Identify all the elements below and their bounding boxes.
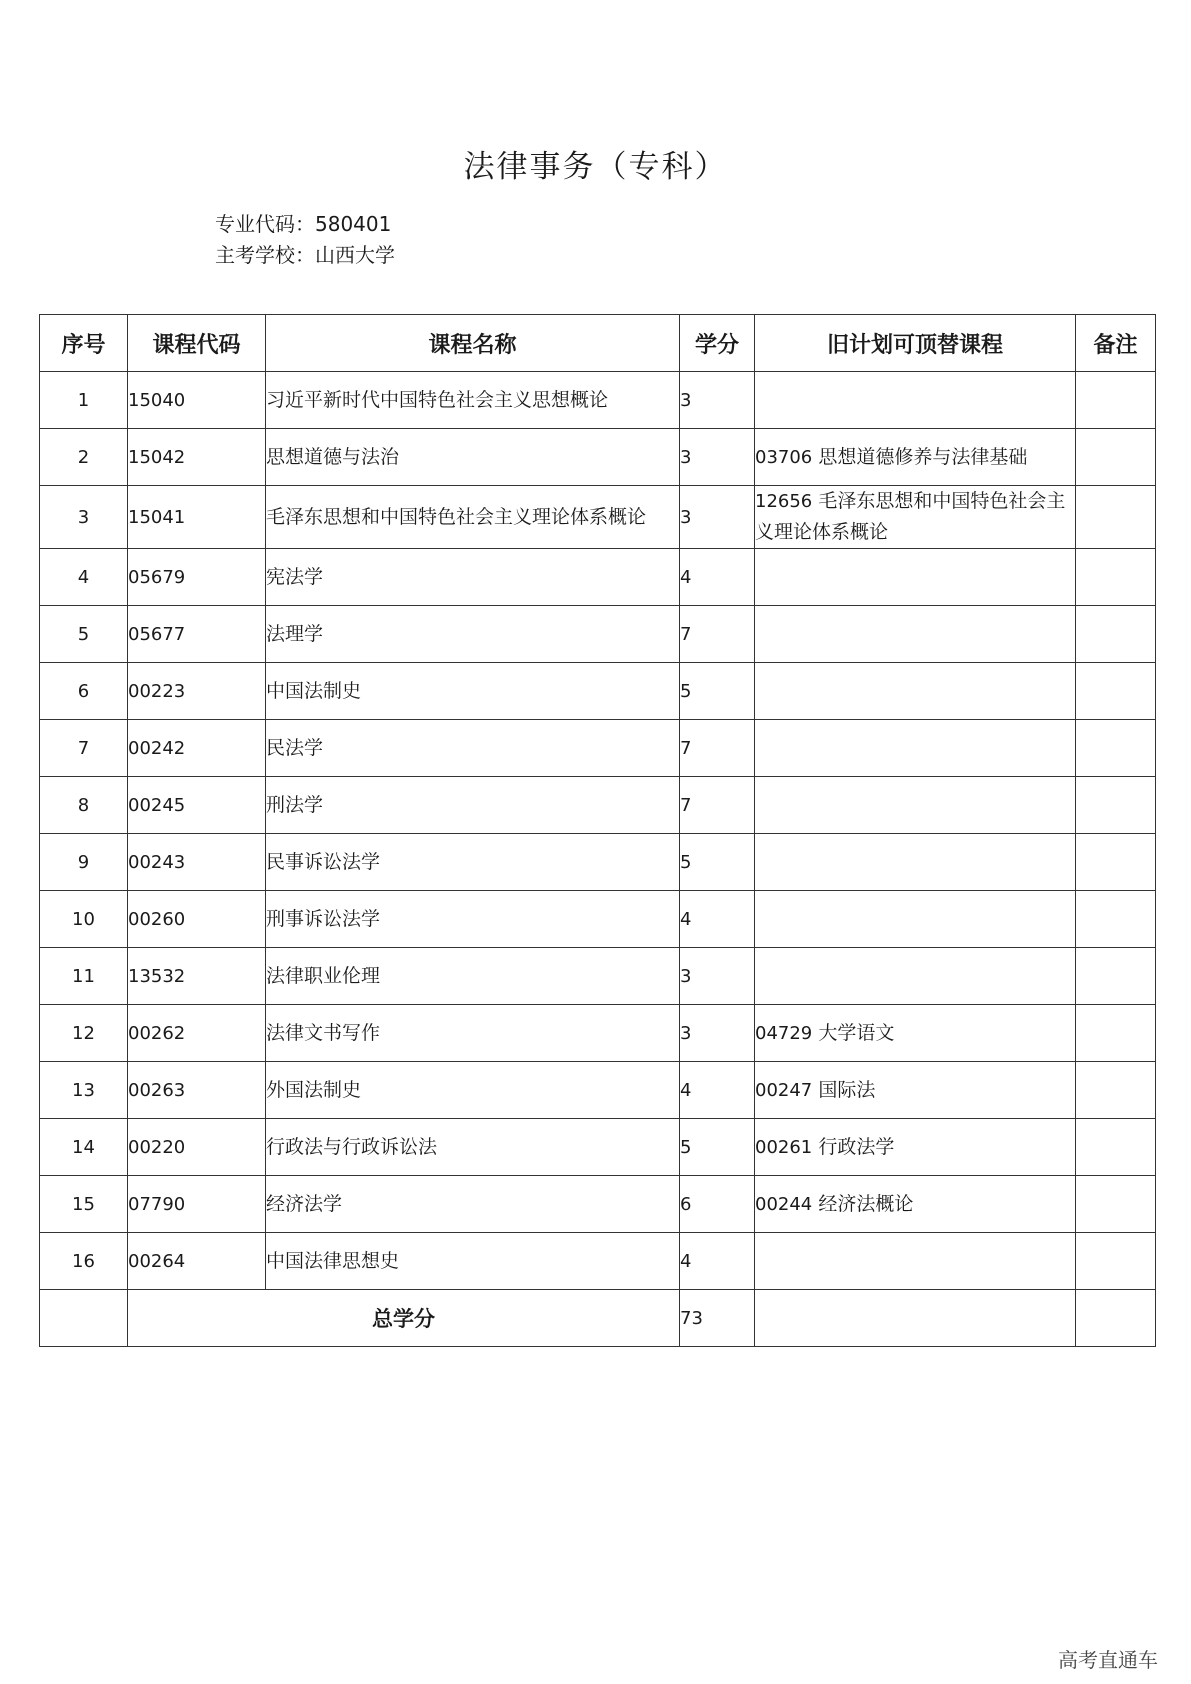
table-row	[40, 720, 1156, 777]
row-substitute	[755, 486, 1076, 549]
row-substitute	[755, 891, 1076, 948]
row-credits: 3	[680, 948, 755, 1005]
row-substitute	[755, 1176, 1076, 1233]
table-header-row	[40, 315, 1156, 372]
row-credits: 4	[680, 891, 755, 948]
total-remarks-cell	[1076, 1290, 1156, 1347]
table-row	[40, 1176, 1156, 1233]
row-course-name: 中国法律思想史	[266, 1233, 680, 1290]
row-course-code: 13532	[128, 948, 266, 1005]
row-course-code: 00220	[128, 1119, 266, 1176]
row-course-name: 刑法学	[266, 777, 680, 834]
row-course-code: 00242	[128, 720, 266, 777]
row-remarks	[1076, 1062, 1156, 1119]
row-substitute	[755, 1062, 1076, 1119]
row-course-code: 00264	[128, 1233, 266, 1290]
row-substitute-name: 思想道德修养与法律基础	[818, 445, 1028, 468]
row-remarks	[1076, 663, 1156, 720]
table-row	[40, 834, 1156, 891]
row-substitute	[755, 663, 1076, 720]
row-credits: 3	[680, 1005, 755, 1062]
header-index: 序号	[40, 315, 128, 372]
row-index: 7	[40, 720, 128, 777]
row-remarks	[1076, 1119, 1156, 1176]
row-remarks	[1076, 429, 1156, 486]
school-value: 山西大学	[315, 243, 395, 267]
school-line	[215, 245, 395, 265]
row-credits: 6	[680, 1176, 755, 1233]
row-substitute	[755, 1005, 1076, 1062]
table-row	[40, 1062, 1156, 1119]
watermark: 高考直通车	[1058, 1648, 1158, 1672]
table-row	[40, 606, 1156, 663]
row-course-name: 民法学	[266, 720, 680, 777]
row-course-name: 刑事诉讼法学	[266, 891, 680, 948]
row-course-name: 毛泽东思想和中国特色社会主义理论体系概论	[266, 486, 680, 549]
table-row	[40, 1005, 1156, 1062]
header-remarks: 备注	[1076, 315, 1156, 372]
row-course-code: 15041	[128, 486, 266, 549]
row-course-code: 00262	[128, 1005, 266, 1062]
total-credits: 73	[680, 1290, 755, 1347]
row-substitute	[755, 372, 1076, 429]
row-substitute-code: 12656	[755, 491, 813, 512]
major-code-line	[215, 214, 391, 234]
row-course-code: 00223	[128, 663, 266, 720]
row-credits: 3	[680, 372, 755, 429]
row-substitute	[755, 834, 1076, 891]
row-credits: 3	[680, 486, 755, 549]
table-row	[40, 1119, 1156, 1176]
row-course-code: 15042	[128, 429, 266, 486]
row-substitute-name: 毛泽东思想和中国特色社会主义理论体系概论	[755, 490, 1066, 543]
row-course-code: 05677	[128, 606, 266, 663]
row-substitute-name: 大学语文	[818, 1021, 895, 1044]
header-credits: 学分	[680, 315, 755, 372]
row-course-code: 00243	[128, 834, 266, 891]
row-substitute	[755, 606, 1076, 663]
row-course-name: 法理学	[266, 606, 680, 663]
row-substitute	[755, 1119, 1076, 1176]
row-index: 16	[40, 1233, 128, 1290]
row-substitute-name: 国际法	[818, 1078, 876, 1101]
row-remarks	[1076, 1233, 1156, 1290]
row-remarks	[1076, 720, 1156, 777]
row-credits: 4	[680, 1062, 755, 1119]
row-credits: 5	[680, 834, 755, 891]
row-remarks	[1076, 948, 1156, 1005]
row-course-name: 习近平新时代中国特色社会主义思想概论	[266, 372, 680, 429]
row-remarks	[1076, 891, 1156, 948]
table-row	[40, 429, 1156, 486]
row-index: 8	[40, 777, 128, 834]
table-row	[40, 1233, 1156, 1290]
row-credits: 4	[680, 1233, 755, 1290]
table-row	[40, 549, 1156, 606]
table-row	[40, 891, 1156, 948]
row-remarks	[1076, 777, 1156, 834]
row-index: 13	[40, 1062, 128, 1119]
table-row	[40, 948, 1156, 1005]
row-index: 5	[40, 606, 128, 663]
row-course-name: 中国法制史	[266, 663, 680, 720]
table-row	[40, 663, 1156, 720]
row-index: 1	[40, 372, 128, 429]
header-substitute-course: 旧计划可顶替课程	[755, 315, 1076, 372]
row-substitute-code: 03706	[755, 446, 813, 468]
row-course-code: 00260	[128, 891, 266, 948]
row-credits: 3	[680, 429, 755, 486]
row-course-code: 07790	[128, 1176, 266, 1233]
row-index: 6	[40, 663, 128, 720]
row-substitute-code: 00244	[755, 1193, 813, 1215]
table-row	[40, 777, 1156, 834]
header-course-name: 课程名称	[266, 315, 680, 372]
row-course-name: 思想道德与法治	[266, 429, 680, 486]
major-code-value: 580401	[315, 212, 392, 236]
row-course-name: 行政法与行政诉讼法	[266, 1119, 680, 1176]
row-course-code: 00245	[128, 777, 266, 834]
row-course-code: 00263	[128, 1062, 266, 1119]
total-substitute-cell	[755, 1290, 1076, 1347]
row-substitute	[755, 720, 1076, 777]
total-label: 总学分	[128, 1290, 680, 1347]
row-remarks	[1076, 606, 1156, 663]
row-substitute-code: 00247	[755, 1079, 813, 1101]
row-index: 10	[40, 891, 128, 948]
row-substitute	[755, 1233, 1076, 1290]
row-index: 11	[40, 948, 128, 1005]
row-course-code: 05679	[128, 549, 266, 606]
row-remarks	[1076, 486, 1156, 549]
row-credits: 5	[680, 1119, 755, 1176]
row-credits: 7	[680, 720, 755, 777]
row-remarks	[1076, 549, 1156, 606]
row-index: 14	[40, 1119, 128, 1176]
header-course-code: 课程代码	[128, 315, 266, 372]
row-credits: 7	[680, 606, 755, 663]
school-label: 主考学校：	[215, 243, 315, 267]
row-credits: 4	[680, 549, 755, 606]
row-course-name: 法律文书写作	[266, 1005, 680, 1062]
row-index: 3	[40, 486, 128, 549]
table-row	[40, 372, 1156, 429]
row-substitute	[755, 948, 1076, 1005]
row-substitute	[755, 777, 1076, 834]
row-substitute-name: 行政法学	[818, 1135, 895, 1158]
course-table	[39, 314, 1156, 1347]
row-substitute-code: 04729	[755, 1022, 813, 1044]
row-substitute-code: 00261	[755, 1136, 813, 1158]
row-course-name: 民事诉讼法学	[266, 834, 680, 891]
row-credits: 5	[680, 663, 755, 720]
row-course-name: 宪法学	[266, 549, 680, 606]
major-code-label: 专业代码：	[215, 212, 315, 236]
total-row	[40, 1290, 1156, 1347]
row-index: 12	[40, 1005, 128, 1062]
total-index-cell	[40, 1290, 128, 1347]
page-title: 法律事务（专科）	[463, 149, 728, 185]
row-course-name: 经济法学	[266, 1176, 680, 1233]
row-index: 4	[40, 549, 128, 606]
row-credits: 7	[680, 777, 755, 834]
row-course-name: 外国法制史	[266, 1062, 680, 1119]
row-substitute	[755, 549, 1076, 606]
row-index: 9	[40, 834, 128, 891]
row-index: 2	[40, 429, 128, 486]
row-remarks	[1076, 1176, 1156, 1233]
row-substitute	[755, 429, 1076, 486]
row-course-name: 法律职业伦理	[266, 948, 680, 1005]
row-index: 15	[40, 1176, 128, 1233]
row-remarks	[1076, 372, 1156, 429]
row-course-code: 15040	[128, 372, 266, 429]
table-row	[40, 486, 1156, 549]
row-remarks	[1076, 1005, 1156, 1062]
row-substitute-name: 经济法概论	[818, 1192, 914, 1215]
row-remarks	[1076, 834, 1156, 891]
